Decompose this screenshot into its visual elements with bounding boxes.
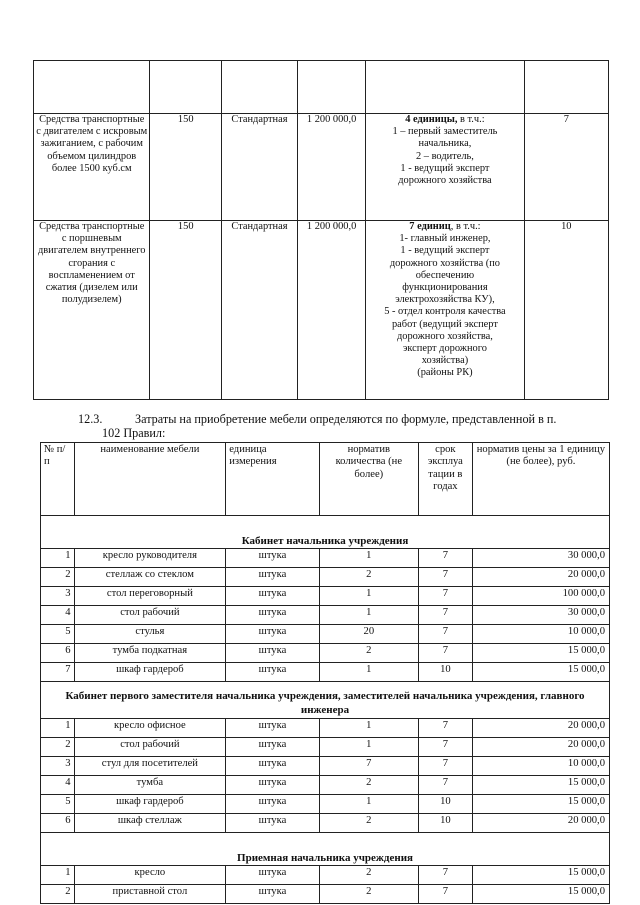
- header-num: № п/п: [41, 443, 75, 516]
- vehicle-price: 1 200 000,0: [297, 114, 365, 221]
- table-row: 3 стул для посетителей штука 7 7 10 000,0: [41, 757, 610, 776]
- vehicle-power: 150: [150, 114, 222, 221]
- vehicle-type: Стандартная: [221, 221, 297, 400]
- vehicle-units: 7 единиц, в т.ч.: 1- главный инженер, 1 - ведущий эксперт дорожного хозяйства (по обеспечению функционирования электрохозяйства КУ), 5 - отдел контроля качества работ (ведущий эксперт дорожного хозяйства, эксперт дорожного хозяйства) (районы РК): [366, 221, 524, 400]
- section-row: [41, 516, 610, 549]
- header-life: срок эксплуа тации в годах: [418, 443, 472, 516]
- section-title: Кабинет первого заместителя начальника учреждения, заместителей начальника учреждения, главного инженера: [41, 682, 610, 719]
- table-row: [34, 221, 609, 400]
- table-row: [34, 114, 609, 221]
- paragraph-text: Затраты на приобретение мебели определяются по формуле, представленной в п.: [135, 412, 557, 426]
- table-row: 6 тумба подкатная штука 2 7 15 000,0: [41, 644, 610, 663]
- table-row: 1 кресло штука 2 7 15 000,0: [41, 866, 610, 885]
- header-price: норматив цены за 1 единицу (не более), руб.: [472, 443, 609, 516]
- header-qty: норматив количества (не более): [319, 443, 418, 516]
- vehicle-name: Средства транспортные с двигателем с искровым зажиганием, с рабочим объемом цилиндров более 1500 куб.см: [34, 114, 150, 221]
- vehicle-table: [33, 60, 609, 400]
- vehicle-units: 4 единицы, в т.ч.: 1 – первый заместитель начальника, 2 – водитель, 1 - ведущий эксперт дорожного хозяйства: [366, 114, 524, 221]
- table-row: 2 приставной стол штука 2 7 15 000,0: [41, 885, 610, 904]
- section-title: Кабинет начальника учреждения: [41, 516, 610, 549]
- header-unit: единица измерения: [226, 443, 319, 516]
- section-row: [41, 682, 610, 719]
- table-row: 4 тумба штука 2 7 15 000,0: [41, 776, 610, 795]
- table-row: 5 стулья штука 20 7 10 000,0: [41, 625, 610, 644]
- vehicle-units-total: 4 единицы,: [405, 114, 458, 125]
- table-row: 1 кресло офисное штука 1 7 20 000,0: [41, 719, 610, 738]
- vehicle-name: Средства транспортные с поршневым двигателем внутреннего сгорания с воспламенением от сжатия (дизелем или полудизелем): [34, 221, 150, 400]
- table-row: 6 шкаф стеллаж штука 2 10 20 000,0: [41, 814, 610, 833]
- table-row: 1 кресло руководителя штука 1 7 30 000,0: [41, 549, 610, 568]
- table-row: 5 шкаф гардероб штука 1 10 15 000,0: [41, 795, 610, 814]
- vehicle-type: Стандартная: [221, 114, 297, 221]
- vehicle-count: 7: [524, 114, 608, 221]
- section-row: [41, 833, 610, 866]
- furniture-table: [40, 442, 610, 904]
- table-header-row: [41, 443, 610, 516]
- table-row: 3 стол переговорный штука 1 7 100 000,0: [41, 587, 610, 606]
- paragraph-text-cont: 102 Правил:: [102, 426, 166, 440]
- table-row: 7 шкаф гардероб штука 1 10 15 000,0: [41, 663, 610, 682]
- table-row: 2 стеллаж со стеклом штука 2 7 20 000,0: [41, 568, 610, 587]
- vehicle-power: 150: [150, 221, 222, 400]
- paragraph-number: 12.3.: [78, 412, 103, 426]
- vehicle-units-total: 7 единиц: [409, 221, 451, 232]
- vehicle-count: 10: [524, 221, 608, 400]
- section-title: Приемная начальника учреждения: [41, 833, 610, 866]
- table-row: 2 стол рабочий штука 1 7 20 000,0: [41, 738, 610, 757]
- vehicle-price: 1 200 000,0: [297, 221, 365, 400]
- table-row: 4 стол рабочий штука 1 7 30 000,0: [41, 606, 610, 625]
- table-row: [34, 61, 609, 114]
- header-name: наименование мебели: [74, 443, 226, 516]
